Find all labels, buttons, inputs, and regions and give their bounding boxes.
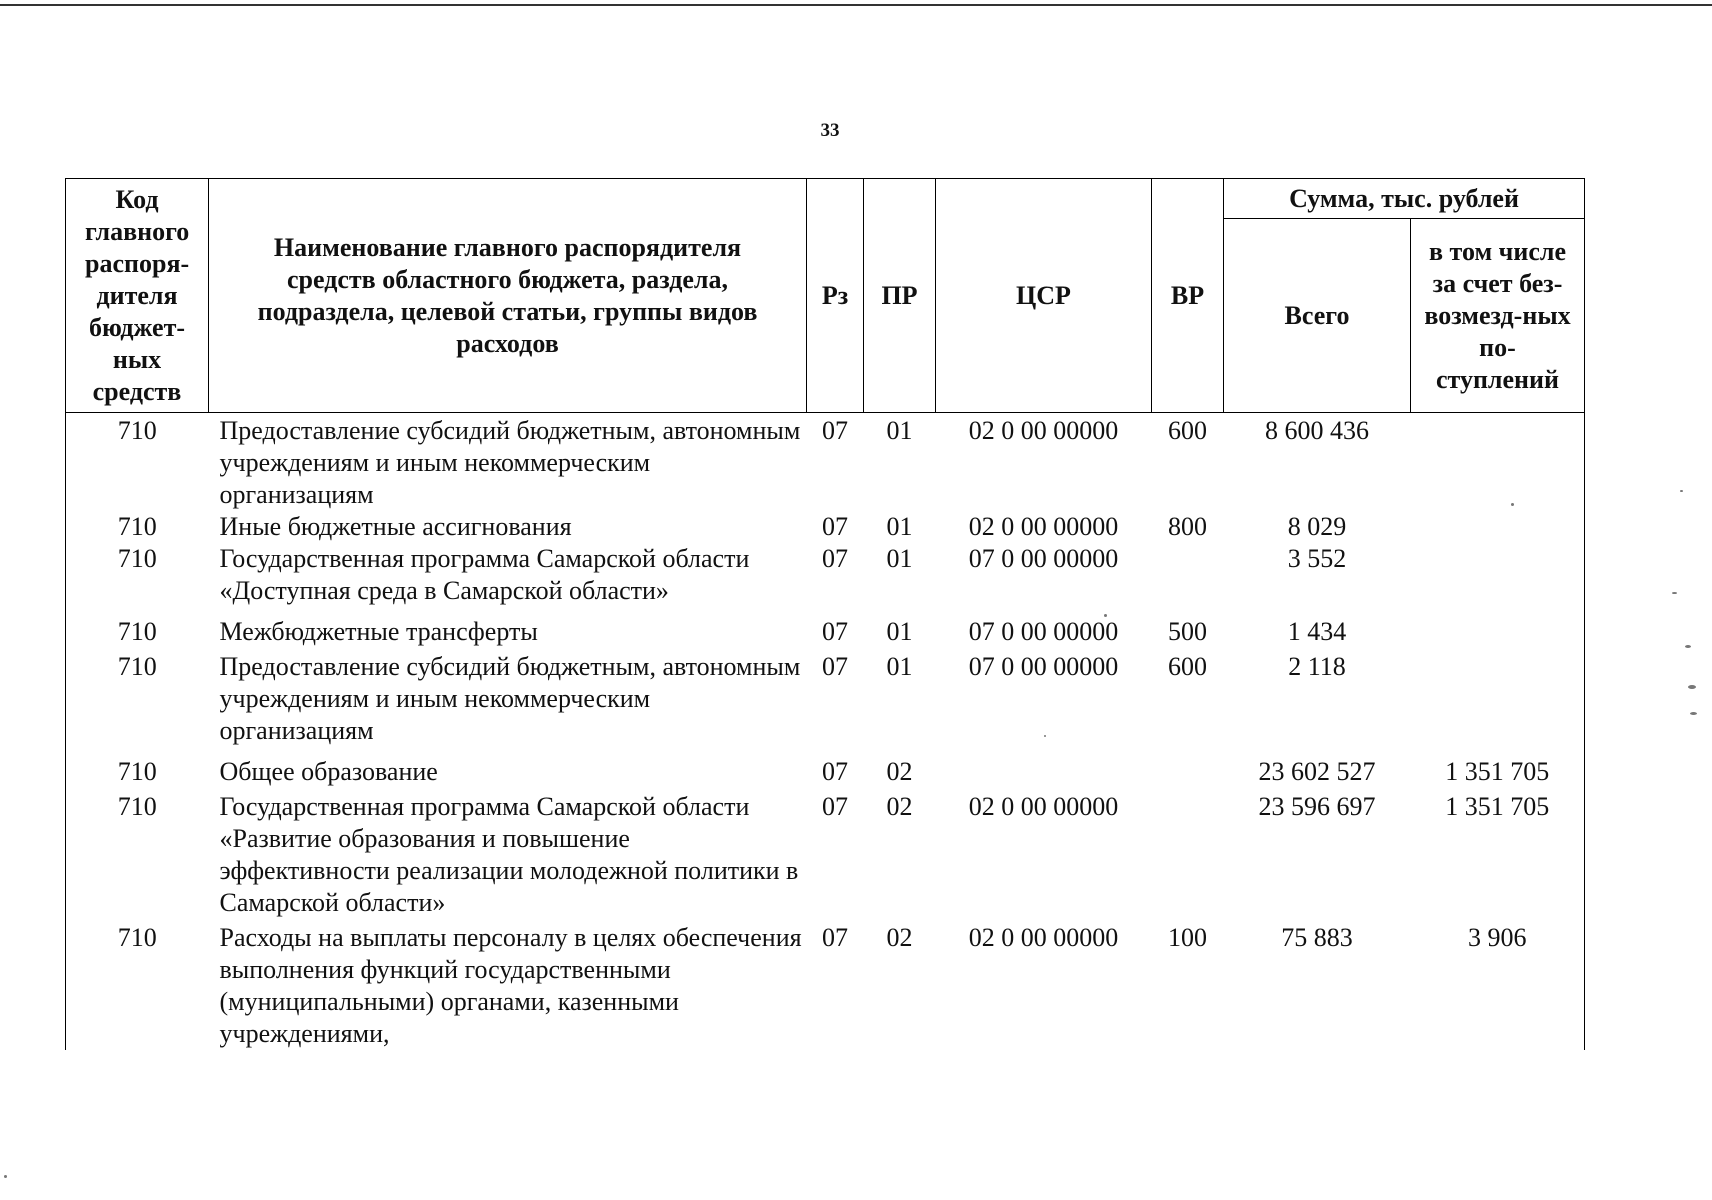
cell-gratuitous [1411,413,1585,512]
scan-speck [1685,645,1691,648]
cell-total: 23 596 697 [1258,792,1376,821]
cell-csr: 02 0 00 00000 [968,416,1119,445]
cell-vr [1152,756,1224,791]
cell-code: 710 [66,791,209,922]
cell-name: Иные бюджетные ассигнования [219,512,572,541]
table-row [66,651,1585,756]
cell-rz: 07 [822,652,848,681]
table-row [66,616,1585,651]
cell-gratuitous: 1 351 705 [1411,756,1585,791]
cell-code: 710 [66,756,209,791]
header-name [209,179,807,413]
cell-gratuitous: 1 351 705 [1411,791,1585,922]
header-sum-group: Сумма, тыс. рублей [1224,179,1585,219]
cell-name: Государственная программа Самарской области «Развитие образования и повышение эффективности реализации молодежной политики в Самарской области» [219,792,799,917]
scan-speck [1690,712,1697,715]
cell-total: 23 602 527 [1258,757,1376,786]
cell-csr: 07 0 00 00000 [968,652,1119,681]
cell-total: 3 552 [1287,544,1347,573]
cell-gratuitous [1411,511,1585,543]
scan-speck [1511,503,1514,506]
cell-pr: 02 [886,792,913,821]
cell-total: 8 600 436 [1265,416,1369,445]
table-row [66,413,1585,512]
header-vr: ВР [1152,179,1224,413]
cell-name: Предоставление субсидий бюджетным, автономным учреждениям и иным некоммерческим организациям [219,652,801,745]
cell-total: 75 883 [1281,923,1353,952]
cell-gratuitous [1411,616,1585,651]
header-name-text: Наименование главного распорядителя средств областного бюджета, раздела, подраздела, целевой статьи, группы видов расходов [257,232,758,358]
cell-csr: 02 0 00 00000 [968,512,1119,541]
cell-name: Общее образование [219,757,438,786]
cell-name: Расходы на выплаты персоналу в целях обеспечения выполнения функций государственными (муниципальными) органами, казенными учреждениями, [219,923,802,1048]
cell-pr: 01 [886,544,913,573]
cell-vr: 600 [1168,416,1207,445]
cell-gratuitous: 3 906 [1411,922,1585,1050]
cell-code: 710 [66,543,209,616]
cell-rz: 07 [822,544,848,573]
cell-rz: 07 [822,757,848,786]
cell-code: 710 [66,651,209,756]
cell-code: 710 [66,616,209,651]
budget-table [65,178,1585,1050]
scan-speck [1044,735,1046,737]
cell-rz: 07 [822,923,848,952]
cell-pr: 01 [886,617,913,646]
header-rz: Рз [807,179,864,413]
cell-code: 710 [66,511,209,543]
cell-rz: 07 [822,416,848,445]
cell-name: Предоставление субсидий бюджетным, автономным учреждениям и иным некоммерческим организациям [219,416,801,509]
table-row [66,922,1585,1050]
cell-pr: 02 [886,923,913,952]
cell-total: 1 434 [1287,617,1347,646]
table-body [66,413,1585,1051]
cell-csr: 02 0 00 00000 [968,792,1119,821]
cell-vr: 500 [1168,617,1207,646]
cell-name: Межбюджетные трансферты [219,617,538,646]
table-header [66,179,1585,413]
cell-csr: 02 0 00 00000 [968,923,1119,952]
cell-rz: 07 [822,617,848,646]
header-code-text: Код главного распоря-дителя бюджет-ных средств [85,184,190,406]
cell-vr [1152,791,1224,922]
cell-csr [936,756,1152,791]
header-total: Всего [1224,219,1411,413]
cell-total: 8 029 [1287,512,1347,541]
cell-rz: 07 [822,792,848,821]
top-border-line [0,4,1712,6]
cell-name: Государственная программа Самарской области «Доступная среда в Самарской области» [219,544,750,605]
table-row [66,756,1585,791]
cell-vr: 100 [1168,923,1207,952]
cell-vr: 600 [1168,652,1207,681]
cell-vr: 800 [1168,512,1207,541]
header-csr: ЦСР [936,179,1152,413]
cell-total: 2 118 [1288,652,1346,681]
scan-speck [1688,685,1696,689]
header-code [66,179,209,413]
cell-pr: 01 [886,512,913,541]
header-pr: ПР [864,179,936,413]
cell-gratuitous [1411,543,1585,616]
cell-pr: 01 [886,652,913,681]
scan-speck [4,1175,7,1178]
scan-speck [1680,490,1683,492]
cell-code: 710 [66,413,209,512]
table-row [66,543,1585,616]
cell-pr: 02 [886,757,913,786]
cell-vr [1152,543,1224,616]
cell-pr: 01 [886,416,913,445]
cell-rz: 07 [822,512,848,541]
header-gratuitous [1411,219,1585,413]
header-gratuitous-text: в том числе за счет без-возмезд-ных по-ступлений [1424,236,1571,394]
cell-csr: 07 0 00 00000 [968,617,1119,646]
cell-code: 710 [66,922,209,1050]
scan-speck [1104,614,1107,617]
cell-gratuitous [1411,651,1585,756]
cell-csr: 07 0 00 00000 [968,544,1119,573]
scan-speck [1672,592,1677,594]
table-row [66,511,1585,543]
page-number: 33 [820,120,840,141]
table-row [66,791,1585,922]
